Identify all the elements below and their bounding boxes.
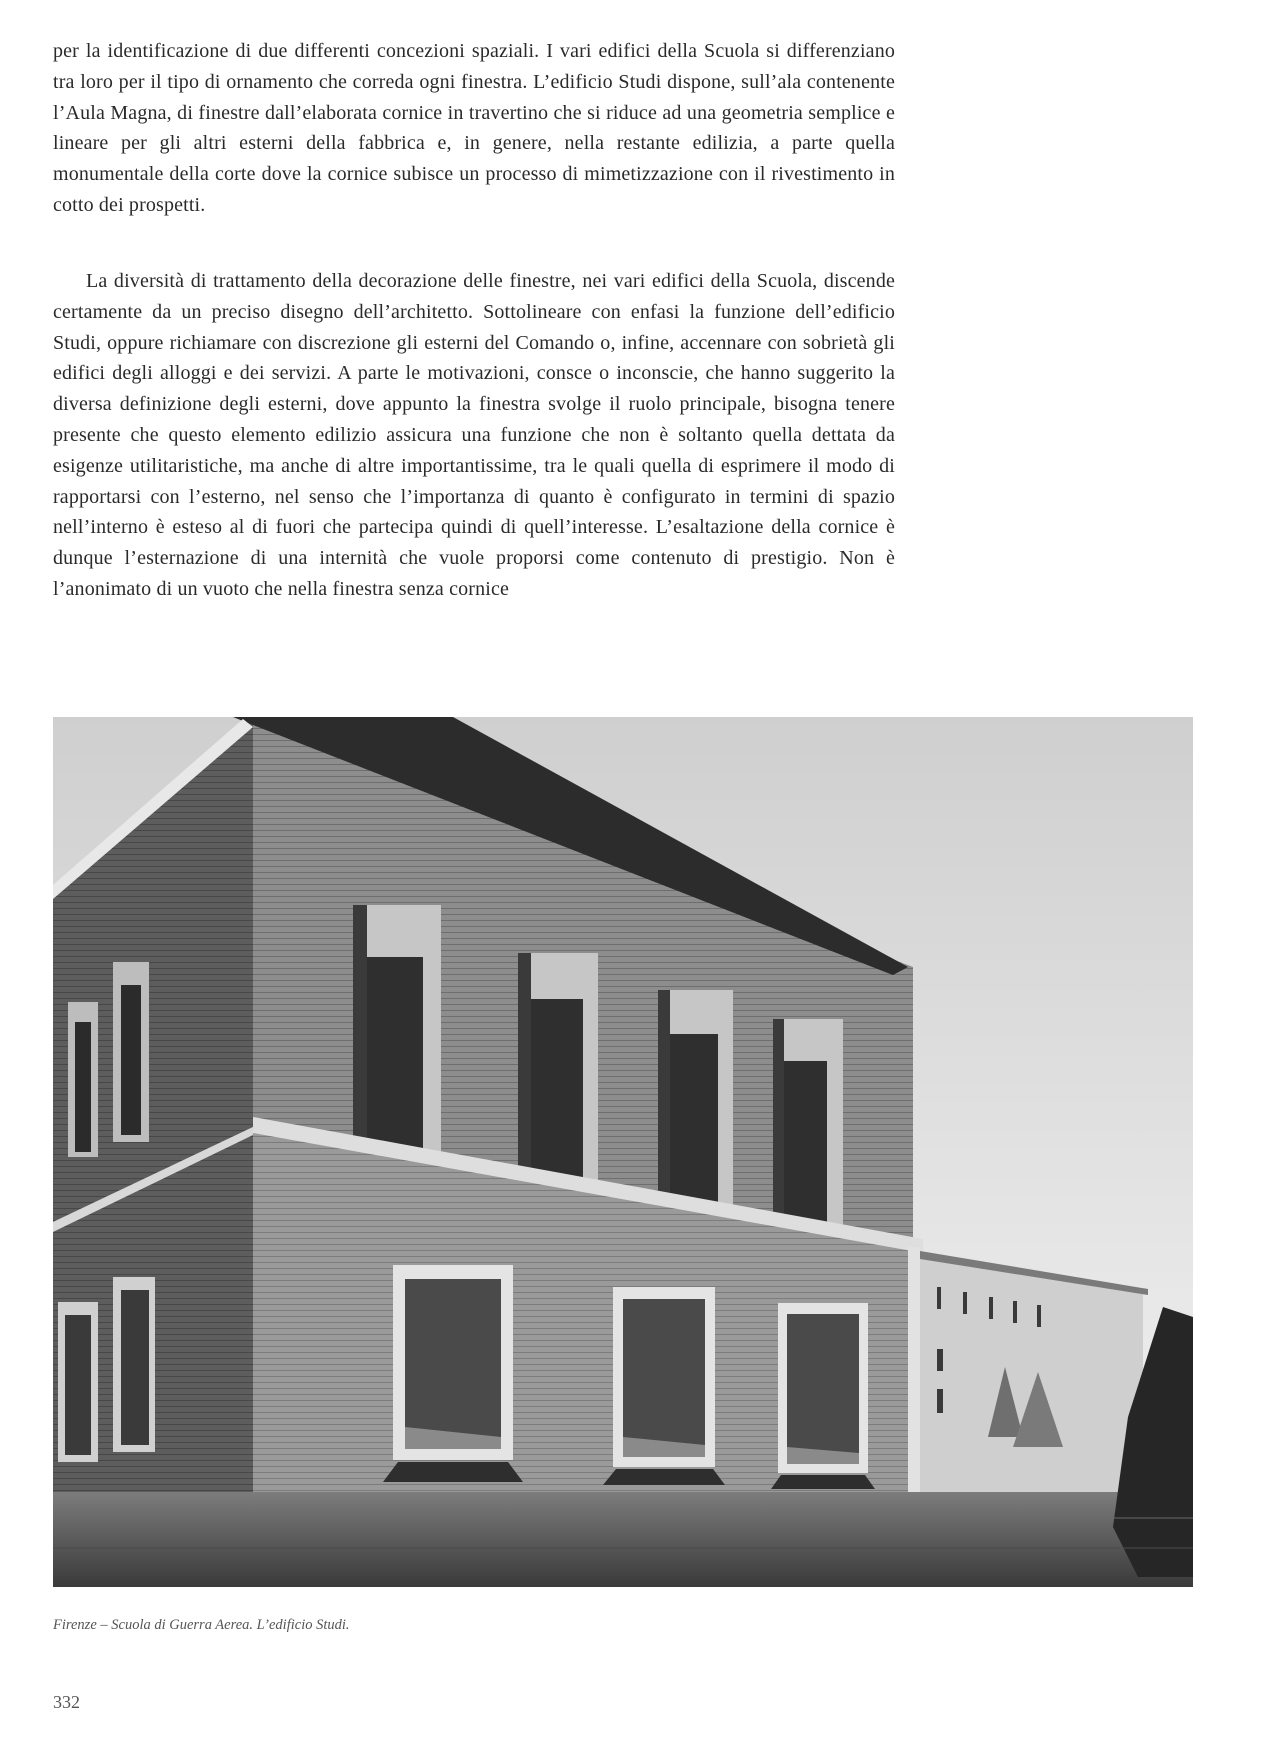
page-number: 332 xyxy=(53,1692,80,1712)
body-paragraph-1: per la identificazione di due differenti concezioni spaziali. I vari edifici della Scuola si differenziano tra loro per il tipo di ornamento che correda ogni finestra. L’edificio Studi dispone, sull’ala contenente l’Aula Magna, di finestre dall’elaborata cornice in travertino che si riduce ad una geometria semplice e lineare per gli altri esterni della fabbrica e, in genere, nella restante edilizia, a parte quella monumentale della corte dove la cornice subisce un processo di mimetizzazione con il rivestimento in cotto dei prospetti. xyxy=(53,40,895,216)
body-paragraph-2: La diversità di trattamento della decorazione delle finestre, nei vari edifici della Scuola, discende certamente da un preciso disegno dell’architetto. Sottolineare con enfasi la funzione dell’edificio Studi, oppure richiamare con discrezione gli esterni del Comando o, infine, accennare con sobrietà gli edifici degli alloggi e dei servizi. A parte le motivazioni, consce o inconscie, che hanno suggerito la diversa definizione degli esterni, dove appunto la finestra svolge il ruolo principale, bisogna tenere presente che questo elemento edilizio assicura una funzione che non è soltanto quella dettata da esigenze utilitaristiche, ma anche di altre importantissime, tra le quali quella di esprimere il modo di rapportarsi con l’esterno, nel senso che l’importanza di quanto è configurato in termini di spazio nell’interno è esteso al di fuori che partecipa quindi di quell’interesse. L’esaltazione della cornice è dunque l’esternazione di una internità che vuole proporsi come contenuto di prestigio. Non è l’anonimato di un vuoto che nella finestra senza cornice xyxy=(53,270,895,600)
figure-caption: Firenze – Scuola di Guerra Aerea. L’edificio Studi. xyxy=(53,1617,350,1633)
building-photograph xyxy=(53,717,1193,1587)
